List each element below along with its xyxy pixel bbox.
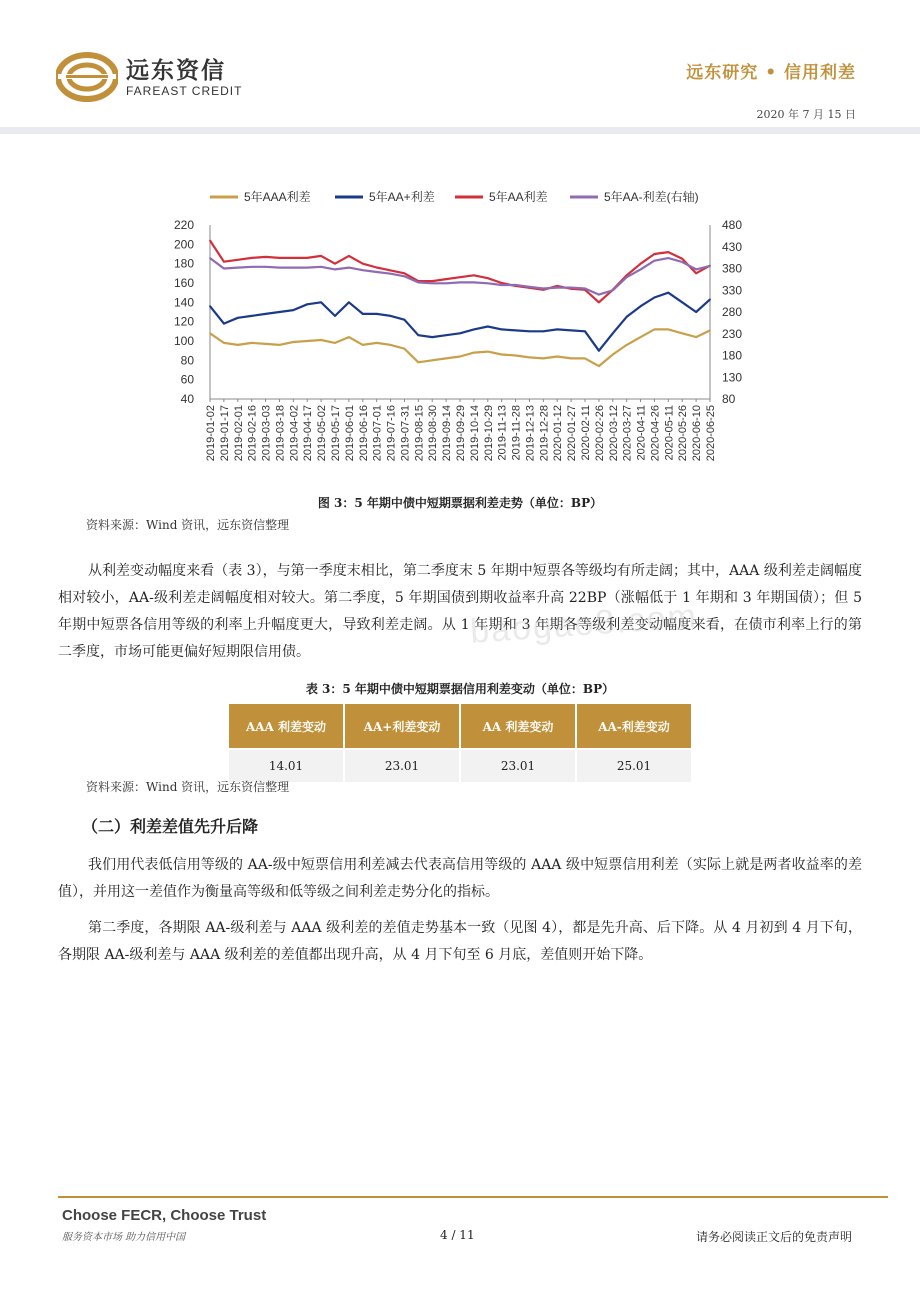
data-point (223, 323, 225, 325)
table-header-cell: AA-利差变动 (576, 703, 692, 749)
data-point (515, 284, 517, 286)
data-point (279, 267, 281, 269)
data-point (209, 240, 211, 242)
x-tick-label: 2019-01-02 (205, 405, 217, 462)
figure-source: 资料来源：Wind 资讯，远东资信整理 (86, 518, 290, 532)
table-header-row (228, 703, 692, 749)
data-point (251, 257, 253, 259)
data-point (209, 305, 211, 307)
table-source: 资料来源：Wind 资讯，远东资信整理 (86, 780, 290, 794)
data-point (570, 329, 572, 331)
data-point (292, 309, 294, 311)
data-point (459, 332, 461, 334)
paragraph-method: 我们用代表低信用等级的 AA-级中短票信用利差减去代表高信用等级的 AAA 级中短票信用利差（实际上就是两者收益率的差值），并用这一差值作为衡量高等级和低等级之间利差走势分化的指标。 (58, 857, 862, 900)
data-point (487, 326, 489, 328)
data-point (265, 256, 267, 258)
data-point (362, 344, 364, 346)
data-point (348, 336, 350, 338)
x-tick-label: 2019-10-14 (468, 405, 481, 462)
data-point (473, 282, 475, 284)
data-point (334, 268, 336, 270)
data-point (487, 282, 489, 284)
data-point (667, 329, 669, 331)
y-tick-label-left: 100 (173, 334, 194, 348)
data-point (362, 269, 364, 271)
data-point (348, 255, 350, 257)
data-point (598, 365, 600, 367)
legend-label: 5年AA-利差(右轴) (604, 190, 699, 204)
data-point (667, 292, 669, 294)
data-point (209, 257, 211, 259)
data-point (515, 355, 517, 357)
data-point (542, 358, 544, 360)
data-point (612, 332, 614, 334)
data-point (654, 260, 656, 262)
data-point (459, 356, 461, 358)
data-point (292, 257, 294, 259)
data-point (237, 317, 239, 319)
data-point (431, 282, 433, 284)
x-tick-label: 2019-11-13 (496, 405, 509, 461)
data-point (529, 330, 531, 332)
x-tick-label: 2020-04-11 (635, 405, 648, 461)
data-point (542, 288, 544, 290)
data-point (501, 354, 503, 356)
data-point (251, 315, 253, 317)
data-point (348, 301, 350, 303)
data-point (376, 271, 378, 273)
x-tick-label: 2020-01-12 (552, 405, 565, 462)
data-point (362, 313, 364, 315)
data-point (209, 332, 211, 334)
table-header-cell: AA 利差变动 (460, 703, 576, 749)
data-point (681, 332, 683, 334)
table-caption: 表 3：5 年期中债中短期票据信用利差变动（单位：BP） (305, 682, 615, 696)
logo-name-cn: 远东资信 (126, 58, 226, 84)
data-point (473, 352, 475, 354)
data-point (640, 305, 642, 307)
table-cell: 23.01 (344, 749, 460, 783)
data-point (626, 344, 628, 346)
data-point (334, 342, 336, 344)
data-point (501, 284, 503, 286)
x-tick-label: 2019-04-02 (288, 405, 301, 462)
table-cell: 14.01 (228, 749, 344, 783)
data-point (556, 329, 558, 331)
x-tick-label: 2020-03-12 (607, 405, 620, 462)
data-point (334, 263, 336, 265)
footer-divider (58, 1196, 888, 1198)
legend-label: 5年AA利差 (489, 190, 548, 204)
data-point (431, 280, 433, 282)
data-point (681, 258, 683, 260)
data-point (570, 358, 572, 360)
table-header-cell: AA+利差变动 (344, 703, 460, 749)
data-point (640, 268, 642, 270)
footer-slogan-cn: 服务资本市场 助力信用中国 (62, 1232, 186, 1243)
x-tick-label: 2019-05-17 (330, 405, 342, 462)
y-tick-label-right: 480 (722, 218, 743, 232)
data-point (695, 272, 697, 274)
data-point (584, 358, 586, 360)
y-tick-label-right: 230 (722, 326, 743, 341)
data-point (626, 276, 628, 278)
data-point (695, 268, 697, 270)
data-point (709, 265, 711, 267)
section-heading: （二）利差差值先升后降 (82, 817, 259, 836)
paragraph-q2-trend: 第二季度，各期限 AA-级利差与 AAA 级利差的差值走势基本一致（见图 4），都是先升高、后下降。从 4 月初到 4 月下旬，各期限 AA-级利差与 AAA 级利差的差值都出现升高，从 4 月下旬至 6 月底，差值则开始下降。 (58, 920, 862, 963)
x-tick-label: 2019-03-03 (260, 405, 273, 462)
paragraph-spread-change: 从利差变动幅度来看（表 3），与第一季度末相比，第二季度末 5 年期中短票各等级均有所走阔；其中，AAA 级利差走阔幅度相对较小，AA-级利差走阔幅度相对较大。第二季度，5 年期国债到期收益率升高 22BP（涨幅低于 1 年期和 3 年期国债）；但 5 年期中短票各信用等级的利率上升幅度更大，导致利差走阔。从 1 年期和 3 年期各等级利差变动幅度来看，在债市利率上行的第二季度，市场可能更偏好短期限信用债。 (58, 563, 862, 660)
data-point (390, 273, 392, 275)
data-point (515, 329, 517, 331)
y-tick-label-right: 130 (722, 370, 743, 385)
data-point (681, 261, 683, 263)
data-point (501, 282, 503, 284)
x-tick-label: 2019-12-28 (538, 405, 551, 462)
y-tick-label-left: 60 (180, 372, 194, 387)
data-point (306, 267, 308, 269)
data-point (320, 301, 322, 303)
y-tick-label-right: 330 (722, 283, 743, 298)
data-point (654, 253, 656, 255)
x-tick-label: 2019-09-14 (441, 405, 454, 462)
data-point (279, 344, 281, 346)
data-point (417, 282, 419, 284)
data-point (473, 274, 475, 276)
data-point (695, 336, 697, 338)
data-point (584, 330, 586, 332)
data-point (487, 351, 489, 353)
table-row (228, 749, 692, 783)
x-tick-label: 2020-03-27 (621, 405, 634, 462)
y-tick-label-left: 220 (173, 218, 194, 232)
header-divider (0, 127, 920, 134)
data-point (390, 315, 392, 317)
data-point (292, 341, 294, 343)
report-date: 2020 年 7 月 15 日 (756, 108, 856, 121)
data-point (709, 299, 711, 301)
y-tick-label-right: 180 (722, 348, 743, 363)
data-point (320, 255, 322, 257)
disclaimer-note: 请务必阅读正文后的免责声明 (695, 1230, 852, 1244)
data-point (654, 329, 656, 331)
x-tick-label: 2020-06-10 (691, 405, 704, 462)
y-tick-label-left: 40 (180, 392, 194, 406)
report-series-title: 远东研究 • 信用利差 (686, 63, 856, 83)
data-point (459, 276, 461, 278)
x-tick-label: 2019-07-16 (385, 405, 398, 462)
data-point (417, 334, 419, 336)
data-point (445, 278, 447, 280)
x-tick-label: 2020-05-26 (677, 405, 690, 462)
table-header-cell: AAA 利差变动 (228, 703, 344, 749)
y-tick-label-left: 160 (173, 276, 194, 290)
data-point (445, 358, 447, 360)
x-tick-label: 2019-06-16 (357, 405, 370, 462)
x-tick-label: 2020-04-26 (649, 405, 662, 462)
data-point (362, 263, 364, 265)
data-point (626, 316, 628, 318)
x-tick-label: 2019-10-29 (482, 405, 495, 462)
data-point (320, 339, 322, 341)
data-point (584, 288, 586, 290)
data-point (390, 270, 392, 272)
data-point (598, 301, 600, 303)
y-tick-label-left: 200 (173, 237, 194, 252)
data-point (265, 266, 267, 268)
data-point (279, 257, 281, 259)
table-cell: 25.01 (576, 749, 692, 783)
x-tick-label: 2020-01-27 (566, 405, 579, 462)
x-tick-label: 2019-01-17 (218, 405, 231, 462)
y-tick-label-left: 180 (173, 256, 194, 271)
y-tick-label-right: 430 (722, 239, 743, 254)
data-point (334, 315, 336, 317)
data-point (279, 311, 281, 313)
x-tick-label: 2019-04-17 (302, 405, 315, 462)
series-line (210, 329, 710, 366)
data-point (654, 297, 656, 299)
legend-label: 5年AAA利差 (244, 190, 311, 204)
data-point (431, 359, 433, 361)
x-tick-label: 2019-03-18 (274, 405, 287, 462)
data-point (667, 257, 669, 259)
data-point (348, 267, 350, 269)
data-point (695, 311, 697, 313)
watermark: baogao8.com (468, 597, 700, 651)
data-point (556, 356, 558, 358)
y-tick-label-left: 80 (180, 353, 194, 368)
x-tick-label: 2019-05-02 (316, 405, 329, 462)
x-tick-label: 2019-02-01 (232, 405, 245, 462)
data-point (501, 329, 503, 331)
x-tick-label: 2019-11-28 (510, 405, 523, 461)
data-point (640, 336, 642, 338)
data-point (598, 294, 600, 296)
data-point (306, 303, 308, 305)
data-point (306, 340, 308, 342)
data-point (612, 289, 614, 291)
x-tick-label: 2019-07-01 (371, 405, 384, 462)
spread-trend-chart (140, 180, 780, 485)
logo-name-en: FAREAST CREDIT (126, 84, 243, 98)
data-point (223, 261, 225, 263)
data-point (404, 272, 406, 274)
data-point (612, 354, 614, 356)
x-tick-label: 2020-05-11 (663, 405, 676, 461)
data-point (376, 313, 378, 315)
page-number: 4 / 11 (440, 1228, 475, 1242)
data-point (556, 287, 558, 289)
data-point (376, 342, 378, 344)
data-point (237, 267, 239, 269)
data-point (404, 348, 406, 350)
data-point (376, 267, 378, 269)
data-point (667, 251, 669, 253)
data-point (431, 336, 433, 338)
series-line (210, 293, 710, 351)
x-tick-label: 2019-12-13 (524, 405, 537, 462)
data-point (542, 330, 544, 332)
data-point (265, 313, 267, 315)
data-point (529, 357, 531, 359)
y-tick-label-left: 120 (173, 314, 194, 329)
data-point (445, 334, 447, 336)
y-tick-label-right: 80 (722, 392, 736, 406)
data-point (404, 319, 406, 321)
y-tick-label-right: 380 (722, 261, 743, 276)
x-tick-label: 2019-07-31 (399, 405, 412, 462)
figure-caption: 图 3：5 年期中债中短期票据利差走势（单位：BP） (317, 496, 603, 510)
spread-change-table (227, 702, 693, 784)
data-point (237, 259, 239, 261)
x-tick-label: 2020-06-25 (705, 405, 717, 462)
data-point (223, 342, 225, 344)
footer-slogan: Choose FECR, Choose Trust (62, 1207, 267, 1224)
data-point (473, 329, 475, 331)
data-point (640, 263, 642, 265)
data-point (487, 277, 489, 279)
table-cell: 23.01 (460, 749, 576, 783)
x-tick-label: 2019-08-15 (413, 405, 426, 462)
x-tick-label: 2020-02-11 (580, 405, 592, 461)
data-point (709, 329, 711, 331)
x-tick-label: 2019-02-16 (246, 405, 259, 462)
x-tick-label: 2019-06-01 (343, 405, 356, 462)
data-point (292, 267, 294, 269)
data-point (598, 350, 600, 352)
data-point (223, 268, 225, 270)
company-logo (56, 52, 118, 106)
legend-label: 5年AA+利差 (369, 190, 435, 204)
data-point (417, 361, 419, 363)
data-point (320, 266, 322, 268)
data-point (404, 275, 406, 277)
data-point (251, 342, 253, 344)
data-point (529, 286, 531, 288)
data-point (445, 282, 447, 284)
x-tick-label: 2019-08-30 (427, 405, 440, 462)
y-tick-label-left: 140 (173, 295, 194, 310)
data-point (251, 266, 253, 268)
data-point (237, 344, 239, 346)
data-point (265, 343, 267, 345)
x-tick-label: 2020-02-26 (593, 405, 606, 462)
data-point (306, 257, 308, 259)
data-point (681, 301, 683, 303)
data-point (390, 344, 392, 346)
data-point (570, 287, 572, 289)
y-tick-label-right: 280 (722, 305, 743, 319)
data-point (459, 282, 461, 284)
x-tick-label: 2019-09-29 (455, 405, 467, 462)
